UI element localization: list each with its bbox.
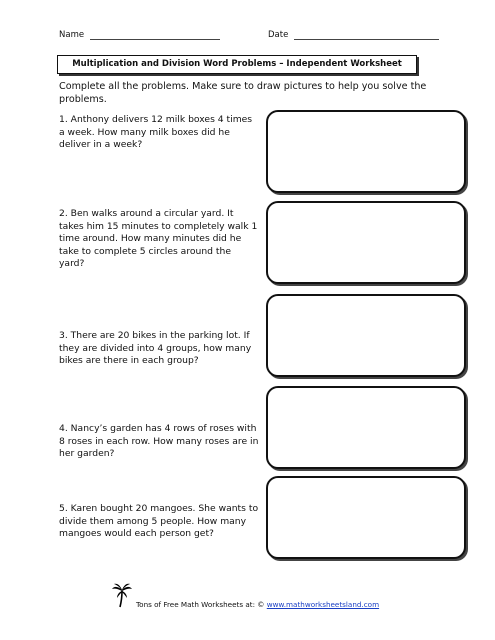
date-label: Date xyxy=(268,30,289,40)
name-blank-line[interactable] xyxy=(90,30,220,40)
footer-link[interactable]: www.mathworksheetsland.com xyxy=(266,600,380,609)
date-field[interactable] xyxy=(268,30,439,40)
footer-text: Tons of Free Math Worksheets at: © xyxy=(136,600,265,609)
answer-box-2[interactable] xyxy=(266,201,466,284)
problem-2: 2. Ben walks around a circular yard. It takes him 15 minutes to completely walk 1 time around. How many minutes did he take to complete 5 circles around the yard? xyxy=(59,208,258,269)
footer xyxy=(136,600,379,609)
problem-4: 4. Nancy’s garden has 4 rows of roses with 8 roses in each row. How many roses are in her garden? xyxy=(59,423,259,459)
problem-3: 3. There are 20 bikes in the parking lot. If they are divided into 4 groups, how many bikes are there in each group? xyxy=(59,330,252,366)
worksheet-title: Multiplication and Division Word Problems – Independent Worksheet xyxy=(57,55,417,74)
problem-1: 1. Anthony delivers 12 milk boxes 4 times a week. How many milk boxes did he deliver in a week? xyxy=(59,114,253,150)
palm-tree-icon xyxy=(111,582,133,608)
name-field[interactable] xyxy=(59,30,220,40)
instructions: Complete all the problems. Make sure to draw pictures to help you solve the problems. xyxy=(59,81,427,105)
answer-box-5[interactable] xyxy=(266,476,466,559)
date-blank-line[interactable] xyxy=(294,30,439,40)
answer-box-4[interactable] xyxy=(266,386,466,469)
name-label: Name xyxy=(59,30,85,40)
problem-5: 5. Karen bought 20 mangoes. She wants to divide them among 5 people. How many mangoes would each person get? xyxy=(59,503,259,539)
answer-box-1[interactable] xyxy=(266,110,466,193)
answer-box-3[interactable] xyxy=(266,294,466,377)
